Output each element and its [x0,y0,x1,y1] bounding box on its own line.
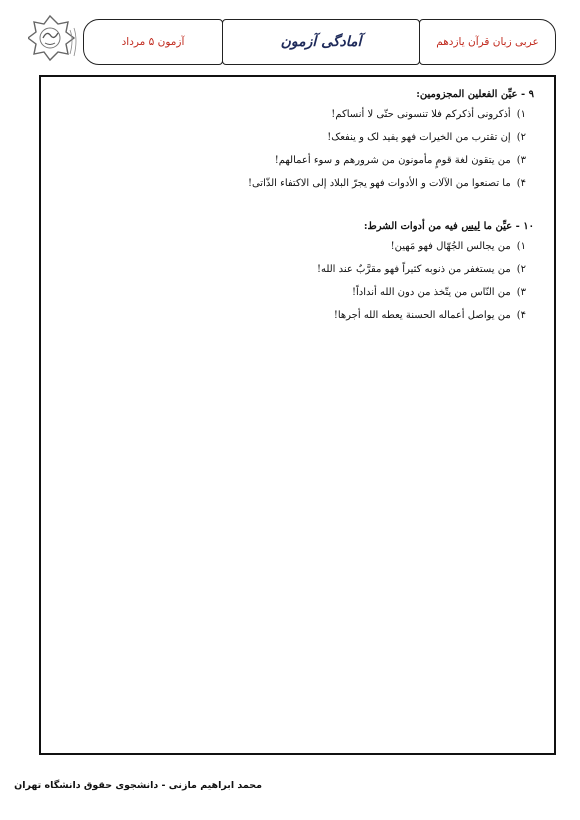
option-2[interactable] [64,264,534,275]
option-text: ما تصنعوا من الآلات و الأدوات فهو یجرّ البلاد إلی الاكتفاء الذّاتی! [247,178,511,189]
option-number: ۴) [516,310,526,321]
option-1[interactable] [64,109,534,120]
option-text: من یستغفر من ذنوبه كثیراً فهو مقرَّبٌ عند الله! [316,264,511,275]
option-text: أذكرونی أذكركم فلا تنسونی حتّی لا أنساكم! [331,109,511,120]
option-number: ۲) [516,132,526,143]
question-10 [64,221,534,321]
option-3[interactable] [64,287,534,298]
institution-seal-logo [28,12,80,68]
option-text: إن تقترب من الخیرات فهو یفید لک و ینفعک! [327,132,511,143]
option-number: ۱) [516,109,526,120]
question-text-rest: فیه من أدوات الشرط: [363,221,462,232]
option-number: ۳) [516,155,526,166]
option-text: من یتقون لغة قومٍ مأمونون من شرورهم و سوء أعمالهم! [274,155,511,166]
option-3[interactable] [64,155,534,166]
question-number: ۱۰ - [515,221,534,232]
page-title: آمادگی آزمون [280,34,362,50]
option-number: ۲) [516,264,526,275]
header-bar [83,19,556,67]
option-text: من یجالس الجُهّال فهو مَهین! [390,241,511,252]
question-underlined-word: لیس [461,221,481,232]
option-1[interactable] [64,241,534,252]
subject-label: عربی زبان قرآن یازدهم [436,36,539,48]
exam-date-label: آزمون ۵ مرداد [121,36,185,48]
option-number: ۴) [516,178,526,189]
author-credit: محمد ابراهیم مازنی - دانشجوی حقوق دانشگاه تهران [14,780,262,791]
option-4[interactable] [64,310,534,321]
option-text: من النّاس من یتّخذ من دون الله أنداداً! [351,287,511,298]
question-text: عیِّن الفعلین المجزومین: [416,89,518,100]
question-prompt [64,89,534,100]
option-text: من یواصل أعماله الحسنة یعطه الله أجرها! [333,310,511,321]
option-4[interactable] [64,178,534,189]
option-2[interactable] [64,132,534,143]
exam-date-box [83,19,223,65]
option-number: ۱) [516,241,526,252]
question-text: عیِّن ما [480,221,513,232]
option-number: ۳) [516,287,526,298]
question-prompt [64,221,534,232]
question-9 [64,89,534,189]
subject-box [419,19,556,65]
question-number: ۹ - [520,89,534,100]
content-frame [39,75,556,755]
questions-list [64,89,534,333]
title-box [222,19,420,65]
